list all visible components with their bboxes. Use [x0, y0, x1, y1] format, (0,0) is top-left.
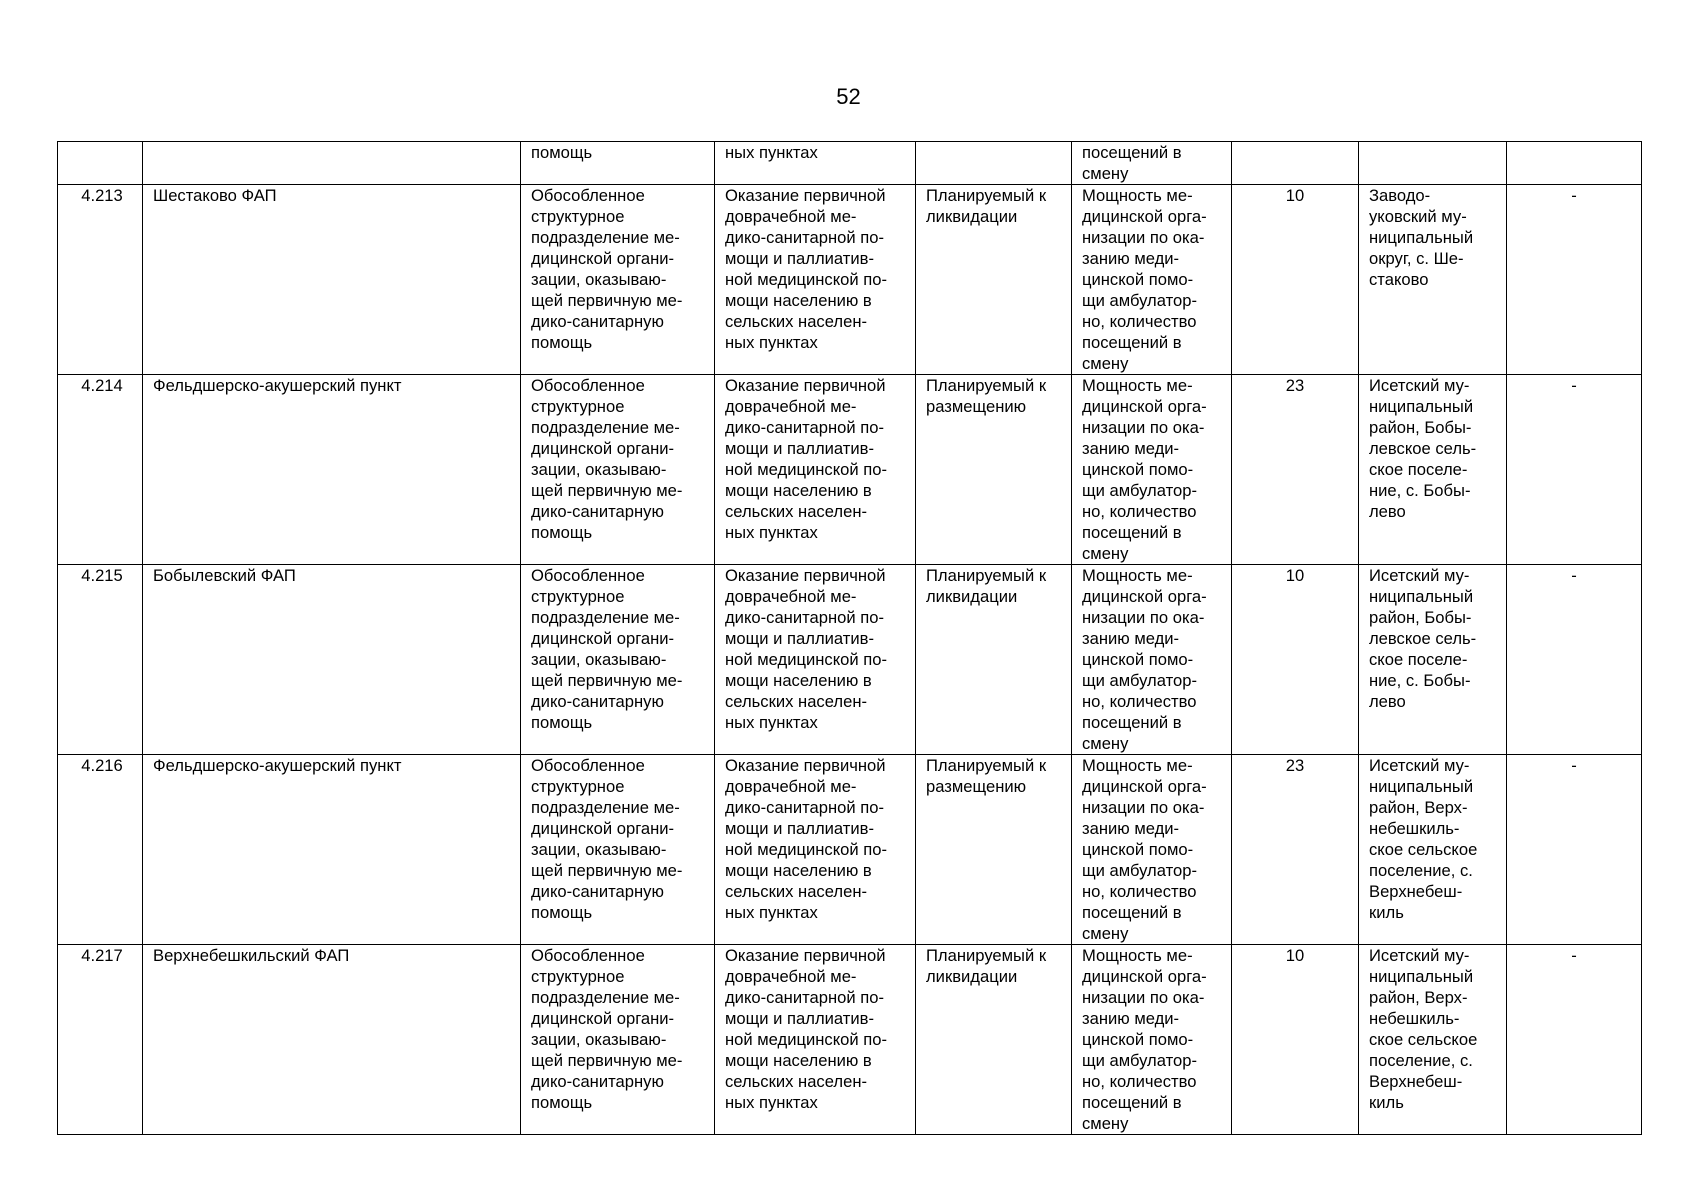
cell-indicator: Мощность ме- дицинской орга- низации по ока- занию меди- цинской помо- щи амбулатор- но, количество посещений в смену: [1072, 755, 1232, 945]
cell-name: Шестаково ФАП: [143, 185, 521, 375]
cell-location: Исетский му- ниципальный район, Бобы- левское сель- ское поселе- ние, с. Бобы- лево: [1359, 565, 1507, 755]
cell-type: Обособленное структурное подразделение ме- дицинской органи- зации, оказываю- щей первичную ме- дико-санитарную помощь: [521, 185, 715, 375]
cell-value: 10: [1232, 945, 1359, 1135]
table-row: [58, 185, 1642, 375]
table-row: [58, 375, 1642, 565]
cell-value: 10: [1232, 185, 1359, 375]
cell-note: [1507, 142, 1642, 185]
cell-note: -: [1507, 755, 1642, 945]
cell-note: -: [1507, 565, 1642, 755]
cell-type: Обособленное структурное подразделение ме- дицинской органи- зации, оказываю- щей первичную ме- дико-санитарную помощь: [521, 565, 715, 755]
cell-number: 4.215: [58, 565, 143, 755]
cell-value: [1232, 142, 1359, 185]
table-row: [58, 755, 1642, 945]
cell-value: 10: [1232, 565, 1359, 755]
cell-indicator: Мощность ме- дицинской орга- низации по ока- занию меди- цинской помо- щи амбулатор- но, количество посещений в смену: [1072, 185, 1232, 375]
table-row: [58, 945, 1642, 1135]
cell-status: Планируемый к ликвидации: [916, 945, 1072, 1135]
cell-number: [58, 142, 143, 185]
table-row: [58, 565, 1642, 755]
cell-status: [916, 142, 1072, 185]
cell-name: [143, 142, 521, 185]
cell-name: Верхнебешкильский ФАП: [143, 945, 521, 1135]
cell-name: Фельдшерско-акушерский пункт: [143, 375, 521, 565]
cell-indicator: Мощность ме- дицинской орга- низации по ока- занию меди- цинской помо- щи амбулатор- но, количество посещений в смену: [1072, 565, 1232, 755]
table-row-continuation: [58, 142, 1642, 185]
cell-number: 4.213: [58, 185, 143, 375]
cell-status: Планируемый к ликвидации: [916, 185, 1072, 375]
cell-type: Обособленное структурное подразделение ме- дицинской органи- зации, оказываю- щей первичную ме- дико-санитарную помощь: [521, 945, 715, 1135]
objects-table: [57, 141, 1642, 1135]
cell-type: Обособленное структурное подразделение ме- дицинской органи- зации, оказываю- щей первичную ме- дико-санитарную помощь: [521, 755, 715, 945]
page-number: 52: [836, 84, 861, 109]
cell-location: Заводо- уковский му- ниципальный округ, с. Ше- стаково: [1359, 185, 1507, 375]
cell-location: Исетский му- ниципальный район, Верх- небешкиль- ское сельское поселение, с. Верхнебеш- киль: [1359, 755, 1507, 945]
cell-purpose: Оказание первичной доврачебной ме- дико-санитарной по- мощи и паллиатив- ной медицинской по- мощи населению в сельских населен- ных пунктах: [715, 565, 916, 755]
cell-indicator: Мощность ме- дицинской орга- низации по ока- занию меди- цинской помо- щи амбулатор- но, количество посещений в смену: [1072, 375, 1232, 565]
cell-note: -: [1507, 185, 1642, 375]
cell-purpose: Оказание первичной доврачебной ме- дико-санитарной по- мощи и паллиатив- ной медицинской по- мощи населению в сельских населен- ных пунктах: [715, 185, 916, 375]
cell-number: 4.214: [58, 375, 143, 565]
cell-purpose: Оказание первичной доврачебной ме- дико-санитарной по- мощи и паллиатив- ной медицинской по- мощи населению в сельских населен- ных пунктах: [715, 375, 916, 565]
cell-status: Планируемый к размещению: [916, 755, 1072, 945]
cell-purpose: ных пунктах: [715, 142, 916, 185]
cell-value: 23: [1232, 755, 1359, 945]
cell-status: Планируемый к размещению: [916, 375, 1072, 565]
cell-number: 4.217: [58, 945, 143, 1135]
cell-value: 23: [1232, 375, 1359, 565]
cell-indicator: посещений в смену: [1072, 142, 1232, 185]
cell-number: 4.216: [58, 755, 143, 945]
cell-note: -: [1507, 945, 1642, 1135]
cell-indicator: Мощность ме- дицинской орга- низации по ока- занию меди- цинской помо- щи амбулатор- но, количество посещений в смену: [1072, 945, 1232, 1135]
cell-type: Обособленное структурное подразделение ме- дицинской органи- зации, оказываю- щей первичную ме- дико-санитарную помощь: [521, 375, 715, 565]
cell-purpose: Оказание первичной доврачебной ме- дико-санитарной по- мощи и паллиатив- ной медицинской по- мощи населению в сельских населен- ных пунктах: [715, 945, 916, 1135]
cell-status: Планируемый к ликвидации: [916, 565, 1072, 755]
cell-name: Фельдшерско-акушерский пункт: [143, 755, 521, 945]
cell-type: помощь: [521, 142, 715, 185]
cell-name: Бобылевский ФАП: [143, 565, 521, 755]
cell-purpose: Оказание первичной доврачебной ме- дико-санитарной по- мощи и паллиатив- ной медицинской по- мощи населению в сельских населен- ных пунктах: [715, 755, 916, 945]
cell-location: Исетский му- ниципальный район, Бобы- левское сель- ское поселе- ние, с. Бобы- лево: [1359, 375, 1507, 565]
cell-location: [1359, 142, 1507, 185]
cell-note: -: [1507, 375, 1642, 565]
cell-location: Исетский му- ниципальный район, Верх- небешкиль- ское сельское поселение, с. Верхнебеш- киль: [1359, 945, 1507, 1135]
